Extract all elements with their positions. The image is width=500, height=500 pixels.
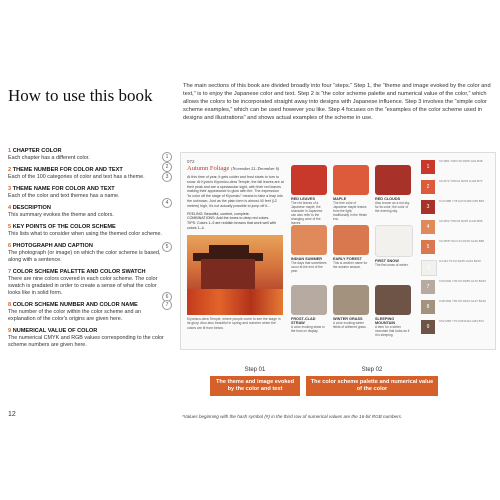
- page-number: 12: [8, 411, 16, 418]
- legend-title: KEY POINTS OF THE COLOR SCHEME: [12, 224, 116, 230]
- theme-description: At this time of year, it gets colder and frost starts to turn to snow. At Kyoto's Kiyomizu-dera Temple, the fall leaves are at their peak and are a spectacular sight, with their red leaves making their appearance to glow with fire. The expression "to color off the stage of Kiyomizu" means to take a leap into the unknown. Just as the plain form is almost 40 feet (12 meters) high, it's not actually possible to jump off it...: [187, 175, 284, 208]
- color-value-text: C0 M58 Y62 K14 R215 G120 B80: [439, 239, 485, 243]
- color-swatch: [333, 165, 369, 195]
- swatch-name: FIRST SNOW: [375, 259, 399, 263]
- legend-item: [8, 243, 166, 264]
- color-value-row: [421, 279, 491, 295]
- swatch-description: The tree color of Japanese maple leaves from the light; traditionally in the Heian era.: [333, 201, 368, 221]
- swatch-name: EARLY FOREST: [333, 257, 362, 261]
- legend-number: 1: [8, 148, 12, 154]
- swatch-name: WINTER GRASS: [333, 317, 363, 321]
- key-point: COMBINATIONS: Add the tones to deep red colors.: [187, 216, 270, 221]
- color-swatch: [375, 225, 413, 257]
- legend-title: THEME NUMBER FOR COLOR AND TEXT: [12, 167, 123, 173]
- swatch-description: The first snow of winter.: [375, 263, 409, 267]
- legend-number: 2: [8, 167, 12, 173]
- swatch-description: The days that sometimes occur at the end of the year.: [291, 261, 327, 273]
- legend-item: [8, 269, 166, 297]
- theme-title-text: Autumn Foliage: [187, 165, 230, 172]
- legend-item: [8, 328, 166, 349]
- callout-marker: 4: [162, 198, 172, 208]
- legend-item: [8, 167, 166, 181]
- legend-text: Each of the 100 categories of color and text has a theme.: [8, 174, 145, 180]
- scheme-number-chip: 6: [421, 260, 437, 276]
- theme-date: (November 22–December 6): [231, 166, 280, 171]
- step-1-box: The theme and image evoked by the color and text: [210, 376, 300, 396]
- legend-title: THEME NAME FOR COLOR AND TEXT: [12, 186, 115, 192]
- scheme-number-chip: 4: [421, 220, 435, 234]
- legend-number: 7: [8, 269, 12, 275]
- legend-heading: [8, 269, 166, 276]
- swatch-description: A color evoking straw or the frost on display.: [291, 325, 325, 333]
- legend-number: 9: [8, 328, 12, 334]
- swatch-cell: [375, 285, 411, 337]
- swatch-cell: [291, 225, 327, 273]
- callout-marker: 5: [162, 242, 172, 252]
- legend-text: The number of the color within the color scheme and an explanation of the color's origins are given here.: [8, 309, 142, 322]
- swatch-name: SLEEPING MOUNTAIN: [375, 317, 396, 325]
- legend-heading: [8, 205, 166, 212]
- color-value-text: C4 M4 Y6 K0 R245 G243 B240: [439, 259, 481, 263]
- swatch-name: MAPLE: [333, 197, 347, 201]
- color-value-row: [421, 319, 491, 335]
- color-value-text: C38 M40 Y50 K5 R163 G147 B126: [439, 299, 486, 303]
- swatch-cell: [375, 225, 411, 267]
- swatch-cell: [291, 285, 327, 333]
- legend-heading: [8, 328, 166, 335]
- step-2-box: The color scheme palette and numerical value of the color: [306, 376, 438, 396]
- swatch-description: A color evoking winter fields of withered grass.: [333, 321, 367, 329]
- key-point: FEELING: Beautiful, content, complete.: [187, 211, 250, 216]
- swatch-cell: [291, 165, 327, 225]
- legend-text: The photograph (or image) on which the color scheme is based, along with a sentence.: [8, 250, 161, 263]
- key-points: [187, 212, 284, 231]
- swatch-description: Also known as a red sky for its color; the color of the evening sky.: [375, 201, 410, 213]
- legend-text: Each of the color and text themes has a name.: [8, 193, 120, 199]
- legend-heading: [8, 243, 166, 250]
- spread-left-page: [187, 159, 284, 343]
- photo-caption: Kiyomizu-dera Temple, where people come to see the stage in its glory. Also also beautiful in spring and summer when the colors are lit from below.: [187, 316, 281, 330]
- legend-text: The numerical CMYK and RGB values corresponding to the color scheme numbers are given here.: [8, 335, 164, 348]
- swatch-name: INDIAN SUMMER: [291, 257, 323, 261]
- color-value-row: [421, 179, 491, 195]
- legend-title: CHAPTER COLOR: [12, 148, 62, 154]
- scheme-number-chip: 2: [421, 180, 435, 194]
- swatch-description: This is another name for the autumn season.: [333, 261, 368, 269]
- color-value-text: C30 M32 Y35 K0 R185 G170 B160: [439, 279, 486, 283]
- legend-number: 5: [8, 224, 12, 230]
- scheme-number-chip: 5: [421, 240, 435, 254]
- step-2-label: Step 02: [361, 367, 383, 373]
- legend-item: [8, 224, 166, 238]
- scheme-number-chip: 7: [421, 280, 435, 294]
- color-value-row: [421, 239, 491, 255]
- swatch-description: The red leaves of a Japanese maple; the character in Japanese can also refer to the changing color of the leaves.: [291, 201, 323, 225]
- swatch-cell: [333, 285, 369, 329]
- legend-number: 4: [8, 205, 12, 211]
- legend-title: PHOTOGRAPH AND CAPTION: [12, 243, 93, 249]
- legend-number: 3: [8, 186, 12, 192]
- color-swatch: [333, 225, 369, 255]
- color-value-row: [421, 199, 491, 215]
- key-point: TIPS: Colors 1–9 are reddish browns that work well with colors 1–4.: [187, 221, 277, 230]
- callout-marker: 7: [162, 300, 172, 310]
- legend-text: This summary evokes the theme and colors.: [8, 212, 114, 218]
- color-swatch: [291, 165, 327, 195]
- color-value-text: C10 M86 Y78 K20 R180 G55 B45: [439, 199, 485, 203]
- swatch-name: RED CLOUDS: [375, 197, 401, 201]
- legend-number: 6: [8, 243, 12, 249]
- theme-number: 072: [187, 159, 195, 164]
- footnote: *Values beginning with the hash symbol (#) in the third row of numerical values are the 16-bit RGB numbers.: [182, 414, 403, 419]
- legend-item: [8, 148, 166, 162]
- color-value-row: [421, 299, 491, 315]
- swatch-description: A term for a winter mountain that looks as if it is sleeping.: [375, 325, 410, 337]
- swatch-name: FROST-CLAD STRAW: [291, 317, 316, 325]
- page-title: How to use this book: [8, 86, 153, 105]
- temple-photo: [187, 235, 283, 315]
- callout-markers: [162, 152, 180, 312]
- legend-text: Each chapter has a different color.: [8, 155, 90, 161]
- color-swatch: [291, 225, 327, 255]
- swatch-cell: [333, 165, 369, 221]
- swatch-cell: [333, 225, 369, 269]
- color-value-text: C0 M72 Y68 K0 R233 G104 B73: [439, 179, 483, 183]
- callout-marker: 6: [162, 292, 172, 302]
- temple-roof-upper: [209, 245, 249, 253]
- step-1: [210, 367, 300, 407]
- color-value-text: C0 M52 Y58 K8 R225 G140 B95: [439, 219, 483, 223]
- scheme-number-chip: 3: [421, 200, 435, 214]
- color-value-text: C52 M65 Y70 K28 R110 G84 B72: [439, 319, 484, 323]
- legend-title: DESCRIPTION: [12, 205, 51, 211]
- color-value-row: [421, 219, 491, 235]
- swatch-cell: [375, 165, 411, 213]
- swatch-name: RED LEAVES: [291, 197, 315, 201]
- color-value-row: [421, 159, 491, 175]
- sample-spread: [180, 152, 496, 350]
- color-value-text: C0 M81 Y68 K15 R205 G61 B48: [439, 159, 483, 163]
- callout-marker: 1: [162, 152, 172, 162]
- color-swatch: [375, 165, 411, 195]
- scheme-number-chip: 1: [421, 160, 435, 174]
- scheme-number-chip: 9: [421, 320, 435, 334]
- callout-marker: 2: [162, 162, 172, 172]
- legend-heading: [8, 224, 166, 231]
- legend-heading: [8, 186, 166, 193]
- legend-heading: [8, 302, 166, 309]
- color-swatch: [333, 285, 369, 315]
- color-swatch: [291, 285, 327, 315]
- legend-title: NUMERICAL VALUE OF COLOR: [12, 328, 98, 334]
- legend-item: [8, 205, 166, 219]
- intro-paragraph: The main sections of this book are divided broadly into four “steps.” Step 1, the “theme and image evoked by the color and text,” is to enjoy the Japanese color and text. Step 2 is “the color scheme palette and numerical value of the color,” which allows the colors to be incorporated straight away into designs with Japanese influence. Step 3 involves the “simple color scheme examples,” which can be used however you like. Step 4 focuses on the “examples of the color scheme used in designs and illustrations” and shows actual examples of the scheme in use.: [183, 83, 491, 122]
- legend-item: [8, 186, 166, 200]
- legend-title: COLOR SCHEME NUMBER AND COLOR NAME: [12, 302, 138, 308]
- step-1-label: Step 01: [244, 367, 266, 373]
- legend-text: There are nine colors covered in each color scheme. The color swatch is gradated in order to create a sense of what the color looks like in solid form.: [8, 276, 158, 296]
- step-2: [306, 367, 438, 407]
- legend-number: 8: [8, 302, 12, 308]
- legend-heading: [8, 148, 166, 155]
- legend-title: COLOR SCHEME PALETTE AND COLOR SWATCH: [12, 269, 146, 275]
- callout-marker: 3: [162, 172, 172, 182]
- color-value-row: [421, 259, 491, 275]
- legend-heading: [8, 167, 166, 174]
- theme-title: [187, 165, 284, 172]
- color-swatch: [375, 285, 411, 315]
- scheme-number-chip: 8: [421, 300, 435, 314]
- legend-text: This lists what to consider when using the themed color scheme.: [8, 231, 163, 237]
- temple-building: [201, 259, 255, 289]
- legend-item: [8, 302, 166, 323]
- legend-list: [8, 148, 166, 354]
- autumn-trees: [187, 289, 283, 315]
